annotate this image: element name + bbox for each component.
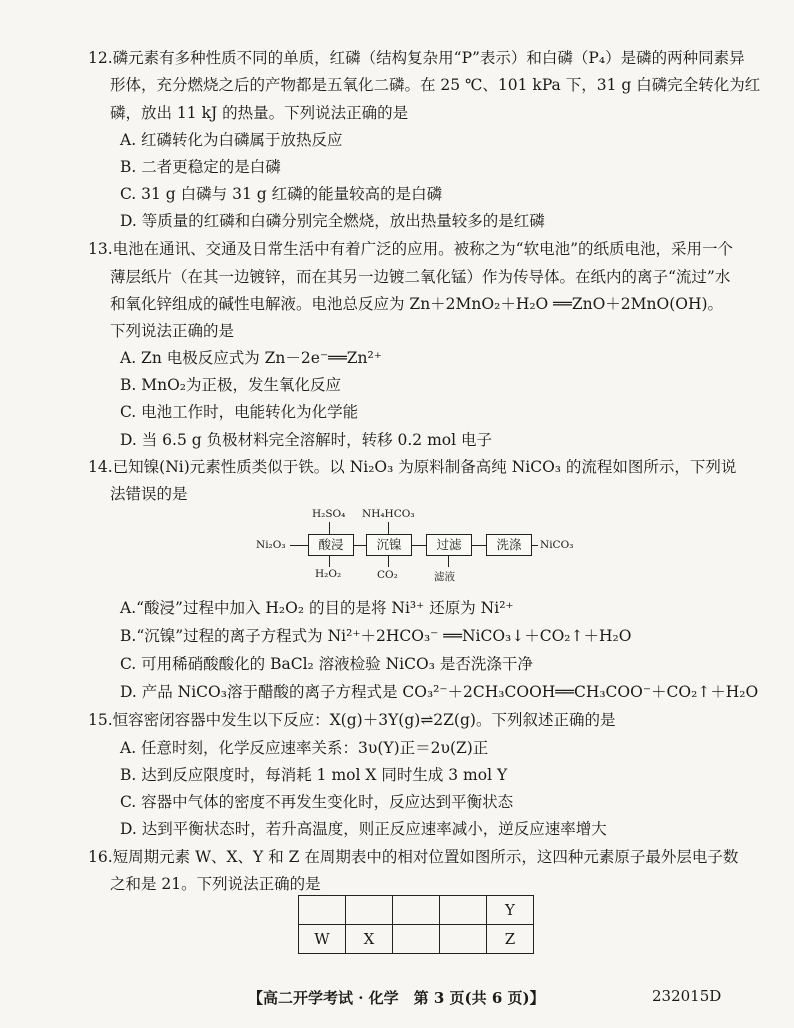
q12-option-a: A. 红磷转化为白磷属于放热反应	[120, 131, 343, 149]
q15-stem: 15.恒容密闭容器中发生以下反应：X(g)＋3Y(g)⇌2Z(g)。下列叙述正确的是	[88, 711, 616, 729]
q13-stem-line1: 13.电池在通讯、交通及日常生活中有着广泛的应用。被称之为“软电池”的纸质电池，采用一个	[88, 240, 734, 258]
flow-output-filtrate: 滤液	[434, 571, 455, 583]
flow-input-h2o2: H₂O₂	[315, 568, 342, 580]
table-cell: Z	[487, 925, 534, 954]
flow-arrow	[532, 545, 538, 546]
q13-stem-line3: 和氧化锌组成的碱性电解液。电池总反应为 Zn＋2MnO₂＋H₂O ══ZnO＋2MnO(OH)。	[110, 295, 724, 313]
q14-stem-line1: 14.已知镍(Ni)元素性质类似于铁。以 Ni₂O₃ 为原料制备高纯 NiCO₃ 的流程如图所示，下列说	[88, 458, 737, 476]
flow-arrow	[329, 522, 330, 534]
q14-option-a: A.“酸浸”过程中加入 H₂O₂ 的目的是将 Ni³⁺ 还原为 Ni²⁺	[120, 599, 514, 617]
q12-stem-line3: 磷，放出 11 kJ 的热量。下列说法正确的是	[110, 104, 409, 122]
table-cell	[440, 896, 487, 925]
table-cell	[440, 925, 487, 954]
flow-output-co2: CO₂	[377, 569, 398, 581]
table-cell	[346, 896, 393, 925]
q15-option-d: D. 达到平衡状态时，若升高温度，则正反应速率减小，逆反应速率增大	[120, 820, 607, 838]
q15-option-c: C. 容器中气体的密度不再发生变化时，反应达到平衡状态	[120, 793, 514, 811]
flow-arrow	[388, 556, 389, 567]
flow-arrow	[412, 545, 426, 546]
table-cell: W	[299, 925, 346, 954]
exam-code: 232015D	[652, 987, 722, 1005]
q14-option-d: D. 产品 NiCO₃溶于醋酸的离子方程式是 CO₃²⁻＋2CH₃COOH══CH₃COO⁻＋CO₂↑＋H₂O	[120, 683, 759, 701]
q16-stem-line2: 之和是 21。下列说法正确的是	[110, 875, 321, 893]
q13-stem-line4: 下列说法正确的是	[110, 322, 235, 340]
q13-option-c: C. 电池工作时，电能转化为化学能	[120, 403, 359, 421]
flow-arrow	[472, 545, 486, 546]
flow-step-acid-leach: 酸浸	[308, 534, 354, 556]
flow-step-wash: 洗涤	[486, 534, 532, 556]
q15-option-a: A. 任意时刻，化学反应速率关系：3υ(Y)正＝2υ(Z)正	[120, 739, 489, 757]
flow-arrow	[448, 556, 449, 567]
q14-stem-line2: 法错误的是	[110, 485, 188, 503]
q16-stem-line1: 16.短周期元素 W、X、Y 和 Z 在周期表中的相对位置如图所示，这四种元素原子最外层电子数	[88, 848, 739, 866]
flow-arrow	[388, 522, 389, 534]
flow-step-nickel-precip: 沉镍	[366, 534, 412, 556]
q12-option-b: B. 二者更稳定的是白磷	[120, 158, 281, 176]
table-row	[299, 896, 534, 925]
q13-stem-line2: 薄层纸片（在其一边镀锌，而在其另一边镀二氧化锰）作为传导体。在纸内的离子“流过”水	[110, 268, 731, 286]
q13-option-a: A. Zn 电极反应式为 Zn－2e⁻══Zn²⁺	[120, 349, 382, 367]
flow-end-label: NiCO₃	[540, 539, 574, 551]
process-flow-diagram	[250, 502, 580, 584]
q12-stem-line2: 形体，充分燃烧之后的产物都是五氧化二磷。在 25 ℃、101 kPa 下，31 g 白磷完全转化为红	[110, 76, 761, 94]
table-cell	[393, 896, 440, 925]
table-cell	[393, 925, 440, 954]
periodic-table-fragment	[298, 895, 534, 954]
q15-option-b: B. 达到反应限度时，每消耗 1 mol X 同时生成 3 mol Y	[120, 766, 508, 784]
q12-option-c: C. 31 g 白磷与 31 g 红磷的能量较高的是白磷	[120, 185, 443, 203]
table-row	[299, 925, 534, 954]
q12-stem-line1: 12.磷元素有多种性质不同的单质，红磷（结构复杂用“P”表示）和白磷（P₄）是磷的两种同素异	[88, 49, 745, 67]
q12-option-d: D. 等质量的红磷和白磷分别完全燃烧，放出热量较多的是红磷	[120, 212, 545, 230]
flow-arrow	[354, 545, 366, 546]
q14-option-c: C. 可用稀硝酸酸化的 BaCl₂ 溶液检验 NiCO₃ 是否洗涤干净	[120, 655, 533, 673]
table-cell: Y	[487, 896, 534, 925]
q13-option-b: B. MnO₂为正极，发生氧化反应	[120, 376, 342, 394]
flow-input-nh4hco3: NH₄HCO₃	[362, 508, 415, 520]
flow-arrow	[290, 545, 308, 546]
flow-arrow	[329, 556, 330, 567]
flow-step-filter: 过滤	[426, 534, 472, 556]
table-cell: X	[346, 925, 393, 954]
flow-start-label: Ni₂O₃	[256, 539, 286, 551]
flow-input-h2so4: H₂SO₄	[312, 508, 346, 520]
page-footer-title: 【高二开学考试 · 化学 第 3 页(共 6 页)】	[248, 989, 545, 1007]
q13-option-d: D. 当 6.5 g 负极材料完全溶解时，转移 0.2 mol 电子	[120, 431, 493, 449]
table-cell	[299, 896, 346, 925]
q14-option-b: B.“沉镍”过程的离子方程式为 Ni²⁺＋2HCO₃⁻ ══NiCO₃↓＋CO₂↑＋H₂O	[120, 627, 632, 645]
